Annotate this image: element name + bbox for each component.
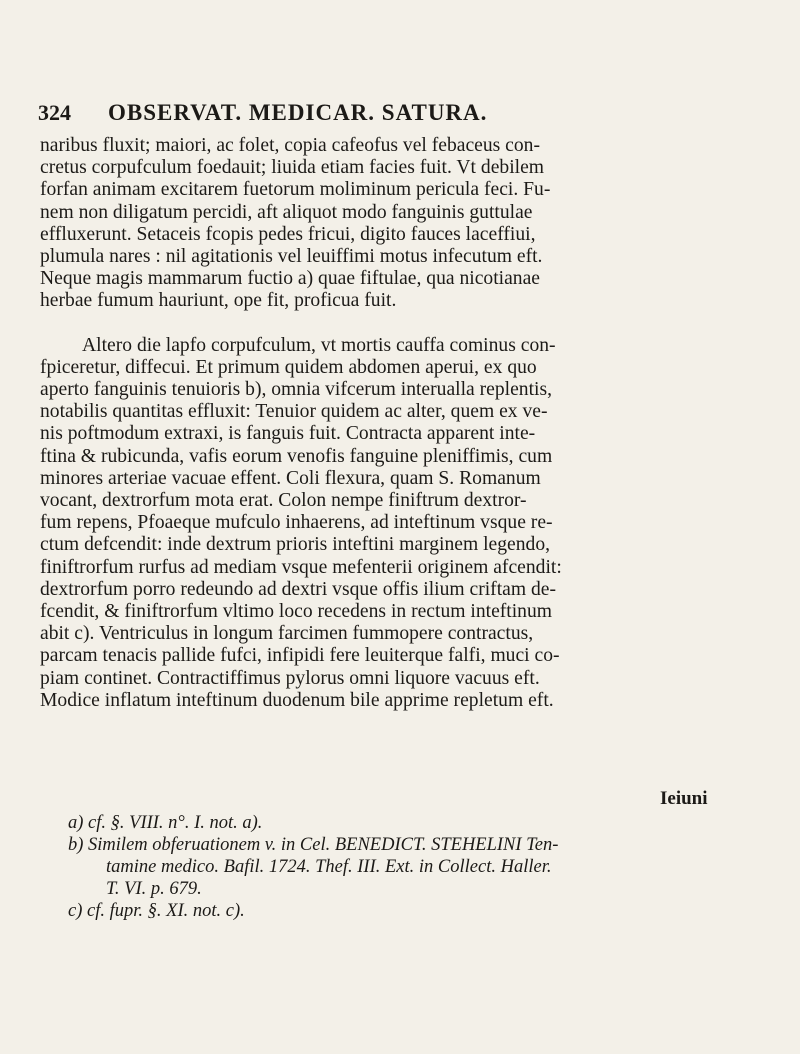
text-line: fcendit, & finiftrorfum vltimo loco recedens in rectum inteftinum [40,601,553,623]
footnote-text: cf. §. VIII. n°. I. not. a). [88,813,263,833]
text-line: Modice inflatum inteftinum duodenum bile apprime repletum eft. [40,689,554,711]
text-line: plumula nares : nil agitationis vel leuiffimi motus infecutum eft. [40,246,543,268]
text-line: aperto fanguinis tenuioris b), omnia vifcerum interualla replentis, [40,379,553,401]
running-head: OBSERVAT. MEDICAR. SATURA. [108,100,488,125]
footnote-marker: b) [68,835,84,855]
footnote-text: tamine medico. Bafil. 1724. Thef. III. Ext. in Collect. Haller. [106,857,552,877]
text-line: fum repens, Pfoaeque mufculo inhaerens, ad inteftinum vsque re- [40,512,553,534]
text-line: nem non diligatum percidi, aft aliquot modo fanguinis guttulae [40,201,533,223]
text-line: piam continet. Contractiffimus pylorus omni liquore vacuus eft. [40,667,540,689]
text-line: dextrorfum porro redeundo ad dextri vsque offis ilium criftam de- [40,578,557,600]
footnote-text: cf. fupr. §. XI. not. c). [87,901,245,921]
footnote-text: T. VI. p. 679. [106,879,202,899]
text-line: finiftrorfum rurfus ad mediam vsque mefenterii originem afcendit: [40,556,562,578]
text-line: ctum defcendit: inde dextrum prioris inteftini marginem legendo, [40,534,551,556]
text-line: parcam tenacis pallide fufci, infipidi fere leuiterque falfi, muci co- [40,645,560,667]
text-line: ftina & rubicunda, vafis eorum venofis fanguine pleniffimis, cum [40,445,553,467]
footnote-marker: a) [68,813,84,833]
body-text [40,135,720,712]
text-line: Neque magis mammarum fuctio a) quae fiftulae, qua nicotianae [40,268,540,290]
text-line: abit c). Ventriculus in longum farcimen fummopere contractus, [40,623,534,645]
text-line: herbae fumum hauriunt, ope fit, proficua fuit. [40,290,397,312]
text-line: notabilis quantitas effluxit: Tenuior quidem ac alter, quem ex ve- [40,401,548,423]
text-line: Altero die lapfo corpufculum, vt mortis cauffa cominus con- [82,334,556,356]
text-line: cretus corpufculum foedauit; liuida etiam facies fuit. Vt debilem [40,157,545,179]
text-line: minores arteriae vacuae effent. Coli flexura, quam S. Romanum [40,467,541,489]
text-line: vocant, dextrorfum mota erat. Colon nempe finiftrum dextror- [40,490,527,512]
text-line: naribus fluxit; maiori, ac folet, copia cafeofus vel febaceus con- [40,135,540,156]
text-line: effluxerunt. Setaceis fcopis pedes fricui, digito fauces laceffiui, [40,223,536,245]
footnote [68,834,688,856]
footnote-text: Similem obferuationem v. in Cel. BENEDICT. STEHELINI Ten- [88,835,559,855]
footnote [68,812,688,834]
page-number: 324 [38,100,71,125]
text-line: forfan animam excitarem fuetorum moliminum pericula feci. Fu- [40,179,551,201]
text-line: fpiceretur, diffecui. Et primum quidem abdomen aperui, ex quo [40,356,537,378]
catchword: Ieiuni [660,788,708,809]
footnotes [68,812,688,922]
footnote-marker: c) [68,901,83,921]
text-line: nis poftmodum extraxi, is fanguis fuit. Contracta apparent inte- [40,423,536,445]
page-header [38,100,658,130]
footnote [68,900,688,922]
